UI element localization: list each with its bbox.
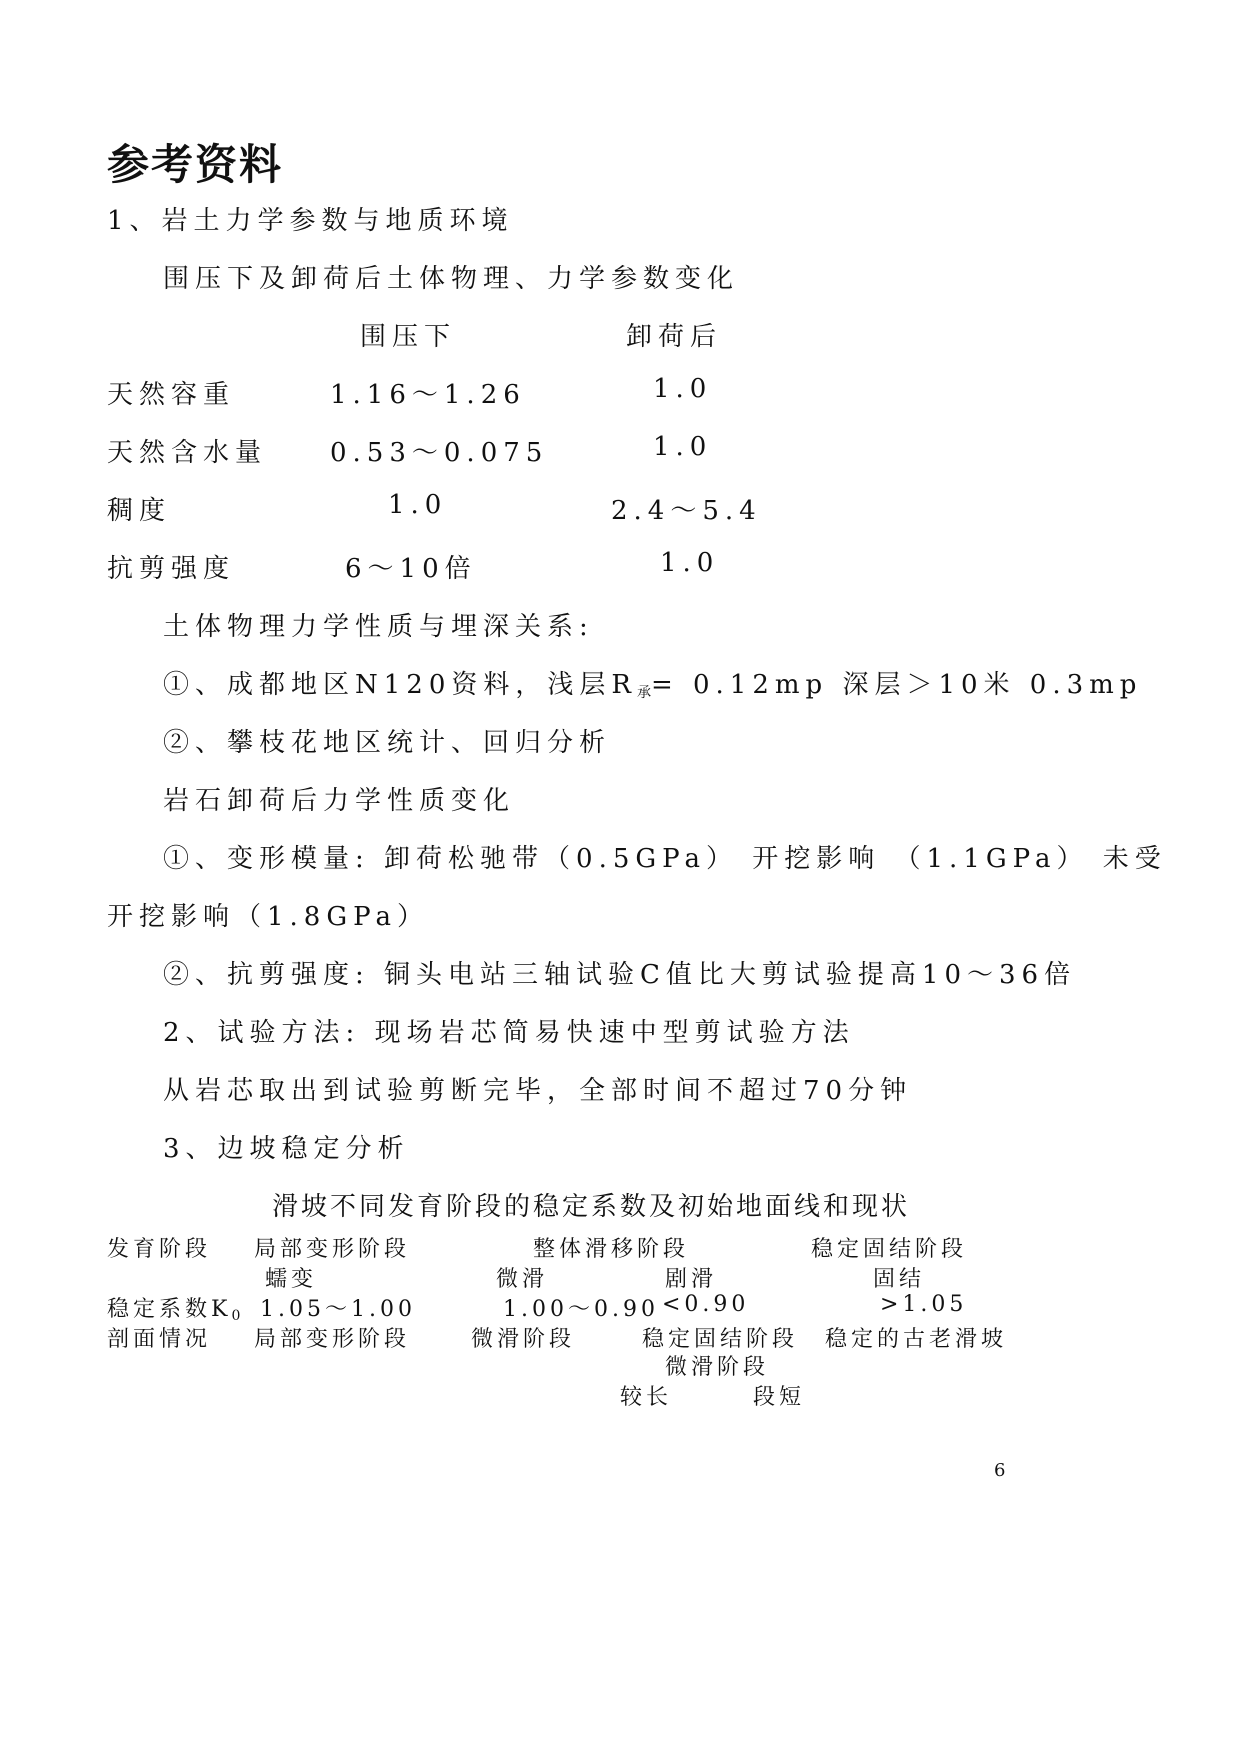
- cell: <0.90: [662, 1292, 750, 1317]
- col-header-unloaded: 卸荷后: [626, 322, 723, 352]
- cell: 微滑阶段: [471, 1327, 576, 1352]
- row-label: [107, 1292, 240, 1324]
- item-modulus-line-2: 开挖影响（1.8GPa）: [107, 902, 429, 932]
- section-2-detail: 从岩芯取出到试验剪断完毕，全部时间不超过70分钟: [163, 1076, 913, 1106]
- row-label: 抗剪强度: [107, 554, 236, 584]
- row-value-confined: 0.53～0.075: [330, 438, 549, 468]
- row-value-unloaded: 2.4～5.4: [611, 496, 762, 526]
- row-label: 发育阶段: [107, 1237, 212, 1262]
- page-title: 参考资料: [107, 140, 284, 189]
- cell: 局部变形阶段: [254, 1327, 411, 1352]
- cell: 1.05～1.00: [260, 1297, 416, 1322]
- cell: 段短: [753, 1385, 806, 1410]
- row-label: 剖面情况: [107, 1327, 212, 1352]
- section-1-heading: 1、岩土力学参数与地质环境: [107, 206, 514, 236]
- row-value-confined: 6～10倍: [345, 554, 477, 584]
- cell: 微滑阶段: [665, 1355, 770, 1380]
- cell: 剧滑: [665, 1267, 718, 1292]
- item-chengdu-values: = 0.12mp 深层＞10米 0.3mp: [650, 670, 1143, 700]
- cell: 稳定固结阶段: [811, 1237, 968, 1262]
- row-value-unloaded: 1.0: [660, 548, 720, 578]
- subheading-rock-unloading: 岩石卸荷后力学性质变化: [163, 786, 516, 816]
- cell: >1.05: [880, 1292, 968, 1317]
- subheading-soil-params: 围压下及卸荷后土体物理、力学参数变化: [163, 264, 740, 294]
- row-value-unloaded: 1.0: [653, 432, 713, 462]
- item-panzhihua: ②、攀枝花地区统计、回归分析: [163, 728, 612, 758]
- cell: 1.00～0.90: [503, 1297, 659, 1322]
- cell: 局部变形阶段: [254, 1237, 411, 1262]
- cell: 蠕变: [265, 1267, 318, 1292]
- col-header-confined: 围压下: [360, 322, 457, 352]
- row-value-unloaded: 1.0: [653, 374, 713, 404]
- cell: 整体滑移阶段: [533, 1237, 690, 1262]
- item-chengdu-text: ①、成都地区N120资料，浅层R: [163, 670, 637, 700]
- cell: 较长: [620, 1385, 673, 1410]
- row-label: 稠度: [107, 496, 172, 526]
- section-3-heading: 3、边坡稳定分析: [163, 1134, 410, 1164]
- row-label: 天然容重: [107, 380, 236, 410]
- item-chengdu-subscript: 承: [636, 685, 651, 701]
- item-chengdu: [163, 664, 1142, 702]
- section-2-heading: 2、试验方法: 现场岩芯简易快速中型剪试验方法: [163, 1018, 855, 1048]
- row-label-text: 稳定系数K: [107, 1297, 232, 1322]
- row-value-confined: 1.16～1.26: [330, 380, 526, 410]
- item-modulus-line-1: ①、变形模量: 卸荷松驰带（0.5GPa） 开挖影响 （1.1GPa） 未受: [163, 844, 1167, 874]
- row-label-subscript: 0: [231, 1308, 241, 1324]
- table-caption: 滑坡不同发育阶段的稳定系数及初始地面线和现状: [272, 1192, 911, 1222]
- row-value-confined: 1.0: [388, 490, 448, 520]
- row-label: 天然含水量: [107, 438, 268, 468]
- cell: 微滑: [496, 1267, 549, 1292]
- item-shear-strength: ②、抗剪强度: 铜头电站三轴试验C值比大剪试验提高10～36倍: [163, 960, 1077, 990]
- page-number: 6: [994, 1460, 1006, 1481]
- cell: 固结: [873, 1267, 926, 1292]
- subheading-depth-relation: 土体物理力学性质与埋深关系:: [163, 612, 594, 642]
- cell: 稳定固结阶段: [642, 1327, 799, 1352]
- cell: 稳定的古老滑坡: [825, 1327, 1008, 1352]
